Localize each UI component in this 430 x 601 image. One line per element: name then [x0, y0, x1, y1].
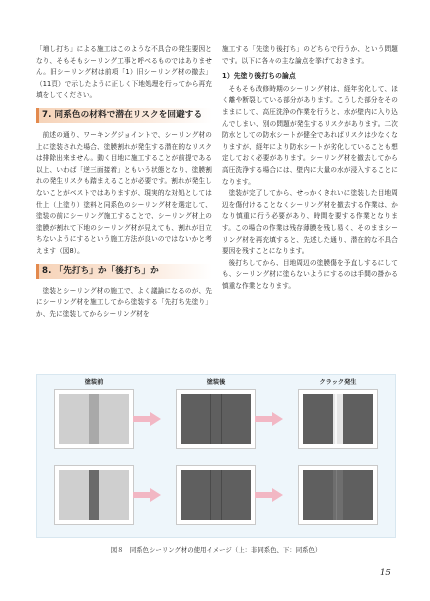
panel-bottom-after [176, 465, 256, 525]
label-before-painting: 塗装前 [84, 379, 104, 386]
panel-top-before [54, 389, 134, 449]
paragraph-intro: 「増し打ち」による施工はこのような不具合の発生要因となり、そもそもシーリング工事と呼べるものではありません。旧シーリング材は前項「1）旧シーリング材の撤去」（11頁）で示したように正しく下地処理を行ってから再充填をしてください。 [36, 45, 212, 100]
paragraph-sub1-a: そもそも改修時期のシーリング材は、経年劣化して、ほく離や断裂している部分があります。こうした部分をそのままにして、高圧洗浄の作業を行うと、水が壁内に入り込んでしまい、別の問題が発生するリスクがあります。二次防水としての防水シートが健全であればリスクは少なくなりますが、経年により防水シートが劣化していることも想定しておく必要があります。シーリング材を撤去してから高圧洗浄する場合には、壁内に大量の水が浸入することになります。 [222, 84, 398, 186]
arrow-right-icon [272, 412, 283, 426]
paragraph-continued: 施工する「先塗り後打ち」のどちらで行うか、という問題です。以下に各々の主な論点を挙げておきます。 [222, 45, 398, 65]
page-number: 15 [380, 568, 391, 578]
panel-top-after [176, 389, 256, 449]
paragraph-section7: 前述の通り、ワーキングジョイントで、シーリング材の上に塗装された場合、塗膜割れが発生する潜在的なリスクは排除出来ません。動く目地に施工することが前提である以上、いわば「逆三面接着」ともいう状態となり、塗膜割れの発生リスクも踏まえることが必要です。割れが発生しないことがベストではありますが、現実的な対処としては仕上（上塗り）塗料と同系色のシーリング材を選定して、塗装の前にシーリング施工することで、シーリング材上の塗膜が割れて下地のシーリング材が見えても、割れが目立ちないようにするという施工方法が良いのではないかと考えます（図8）。 [36, 130, 212, 255]
label-crack: クラック発生 [319, 379, 357, 386]
figure-8 [36, 374, 396, 538]
panel-top-crack [298, 389, 378, 449]
paragraph-sub1-b: 塗装が完了してから、せっかくきれいに塗装した目地周辺を傷付けることなくシーリング材を撤去する作業は、かなり慎重に行う必要があり、時間を要する作業となります。この場合の作業は残存薄膜を残し易く、そのままシーリング材を再充填すると、先述した通り、潜在的な不具合要因を残すことになります。 [222, 189, 398, 256]
section-7-heading [36, 108, 212, 123]
section-8-heading [36, 264, 212, 279]
section-7-title: 7. 同系色の材料で潜在リスクを回避する [42, 109, 203, 120]
right-column [222, 44, 398, 292]
paragraph-sub1-c: 後打ちしてから、目地周辺の塗膜傷を予直しするにしても、シーリング材に塗らないようにするのは手間の掛かる慎重な作業となります。 [222, 258, 398, 290]
paragraph-section8: 塗装とシーリング材の施工で、よく議論になるのが、先にシーリング材を施工してから塗装する「先打ち先塗り」か、先に塗装してからシーリング材を [36, 286, 212, 318]
arrow-right-icon [272, 488, 283, 502]
label-after-painting: 塗装後 [206, 379, 226, 386]
panel-bottom-crack [298, 465, 378, 525]
left-column [36, 44, 212, 320]
figure-caption: 図８ 同系色シーリング材の使用イメージ（上：非同系色、下：同系色） [110, 546, 322, 554]
subsection-1-title: 1）先塗り後打ちの論点 [222, 72, 296, 81]
section-8-title: 8. 「先打ち」か「後打ち」か [42, 265, 159, 276]
arrow-right-icon [150, 488, 161, 502]
panel-bottom-before [54, 465, 134, 525]
arrow-right-icon [150, 412, 161, 426]
